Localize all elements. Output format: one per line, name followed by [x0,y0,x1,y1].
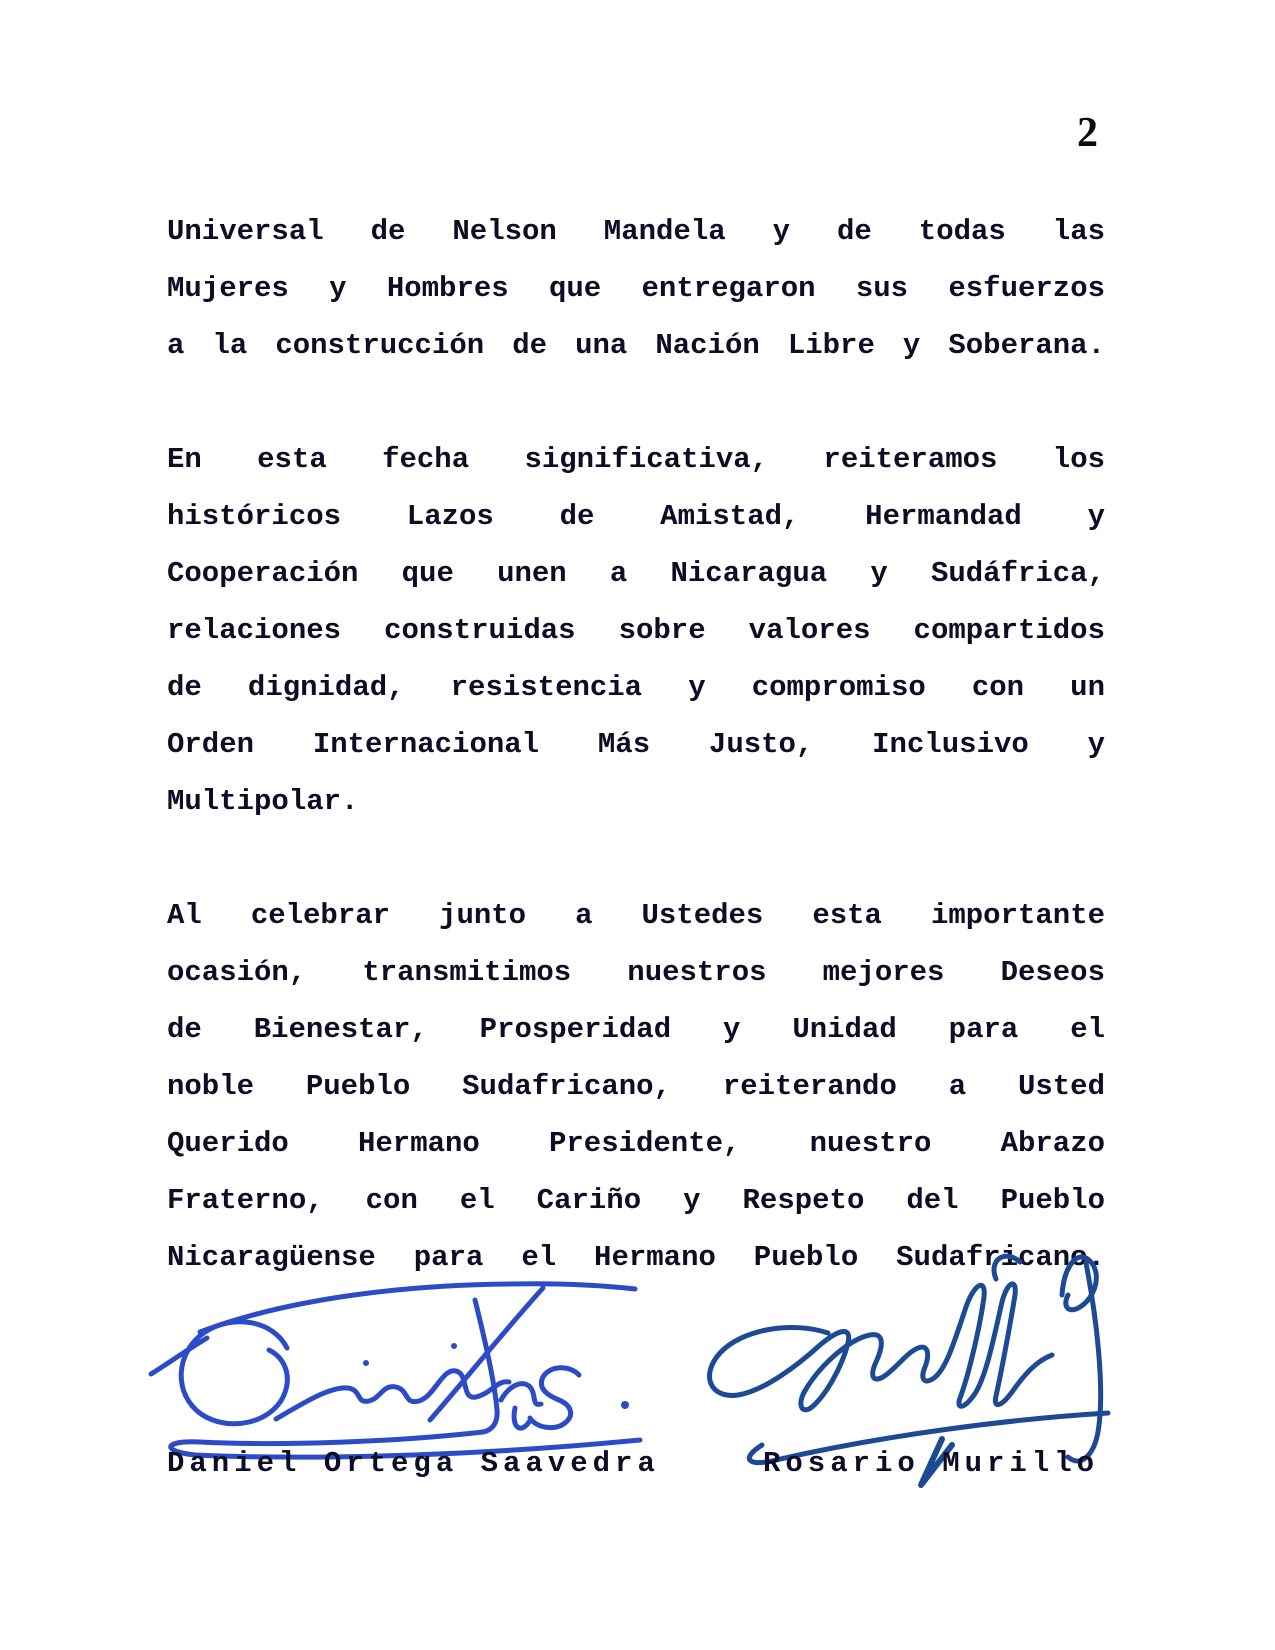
text-line: a la construcción de una Nación Libre y Soberana. [167,329,1105,362]
text-line: Orden Internacional Más Justo, Inclusivo y [167,728,1105,761]
text-line: Nicaragüense para el Hermano Pueblo Sudafricano. [167,1241,1105,1274]
text-line: En esta fecha significativa, reiteramos los [167,443,1105,476]
paragraph [167,203,1105,374]
paragraph [167,431,1105,830]
text-line: noble Pueblo Sudafricano, reiterando a Usted [167,1070,1105,1103]
signature-ink-strokes [151,1284,640,1457]
text-line: relaciones construidas sobre valores compartidos [167,614,1105,647]
text-line: Cooperación que unen a Nicaragua y Sudáfrica, [167,557,1105,590]
text-line: Al celebrar junto a Ustedes esta importante [167,899,1105,932]
letter-body [167,203,1105,1286]
text-line: Universal de Nelson Mandela y de todas las [167,215,1105,248]
text-line: de dignidad, resistencia y compromiso con un [167,671,1105,704]
text-line: históricos Lazos de Amistad, Hermandad y [167,500,1105,533]
page-number: 2 [1077,110,1098,156]
signature-daniel-ortega [145,1270,665,1465]
text-line: Multipolar. [167,785,359,818]
signer-name-rosario-murillo: Rosario Murillo [763,1447,1100,1480]
signer-name-daniel-ortega: Daniel Ortega Saavedra [167,1447,660,1480]
paragraph [167,887,1105,1286]
text-line: Mujeres y Hombres que entregaron sus esfuerzos [167,272,1105,305]
text-line: Querido Hermano Presidente, nuestro Abrazo [167,1127,1105,1160]
text-line: ocasión, transmitimos nuestros mejores Deseos [167,956,1105,989]
text-line: de Bienestar, Prosperidad y Unidad para el [167,1013,1105,1046]
text-line: Fraterno, con el Cariño y Respeto del Pueblo [167,1184,1105,1217]
